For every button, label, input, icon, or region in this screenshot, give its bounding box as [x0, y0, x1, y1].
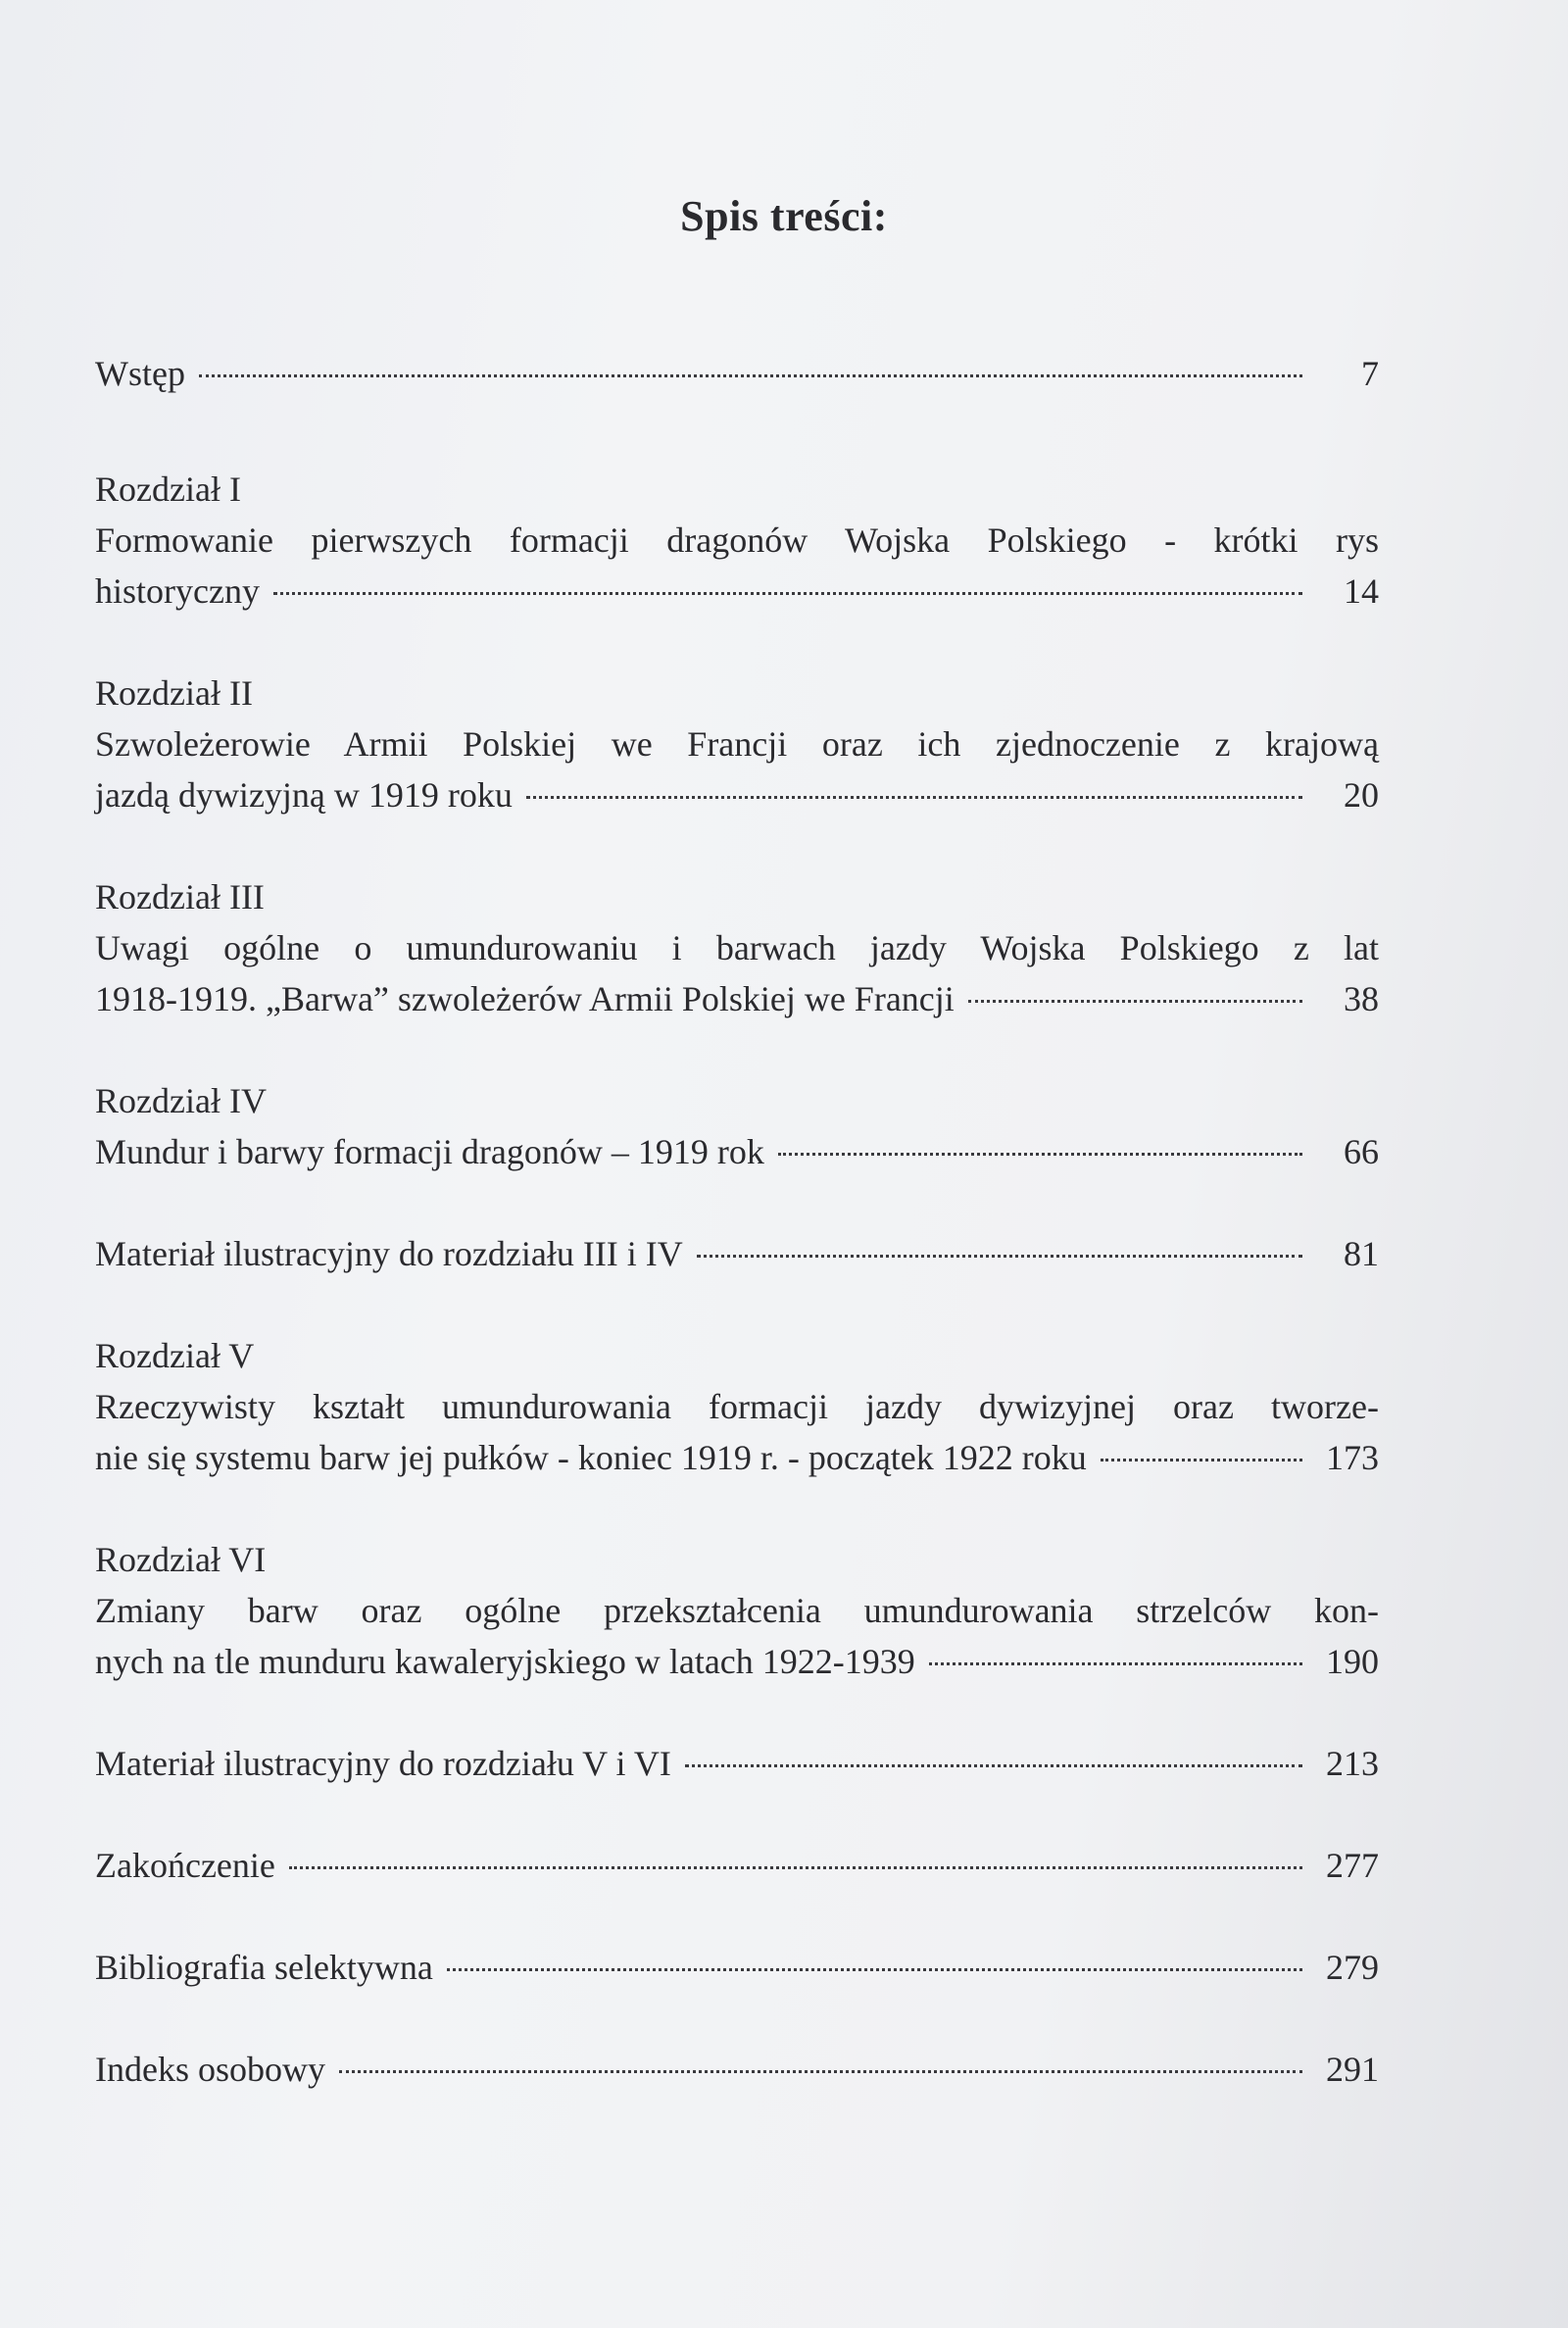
dot-leader — [447, 1968, 1302, 1971]
entry-title-line: Formowanie pierwszych formacji dragonów Wojska Polskiego - krótki rys — [95, 520, 1379, 560]
chapter-label: Rozdział II — [95, 673, 253, 713]
entry-title: Materiał ilustracyjny do rozdziału V i VI — [95, 1744, 671, 1783]
chapter-label: Rozdział I — [95, 470, 241, 509]
dot-leader — [968, 1000, 1302, 1003]
dot-leader — [199, 374, 1302, 377]
toc-entry — [95, 668, 1379, 820]
dot-leader — [339, 2070, 1302, 2073]
chapter-label: Rozdział IV — [95, 1081, 267, 1120]
entry-last-line — [95, 1126, 1379, 1177]
page-number: 277 — [1326, 1846, 1379, 1885]
page-number: 279 — [1326, 1948, 1379, 1987]
page-number: 81 — [1344, 1234, 1379, 1273]
dot-leader — [1101, 1459, 1302, 1461]
page-number: 66 — [1344, 1132, 1379, 1171]
toc-list — [95, 348, 1379, 2146]
page-number: 20 — [1344, 775, 1379, 815]
entry-title: Zakończenie — [95, 1846, 275, 1885]
page-number: 213 — [1326, 1744, 1379, 1783]
toc-entry — [95, 1075, 1379, 1177]
entry-last-line — [95, 2044, 1379, 2095]
entry-last-line — [95, 973, 1379, 1024]
dot-leader — [289, 1866, 1302, 1869]
entry-title-line: Zmiany barw oraz ogólne przekształcenia umundurowania strzelców kon- — [95, 1591, 1379, 1630]
entry-last-line — [95, 1636, 1379, 1687]
entry-last-line — [95, 348, 1379, 399]
toc-entry — [95, 2044, 1379, 2095]
dot-leader — [273, 592, 1302, 595]
entry-title: nie się systemu barw jej pułków - koniec 1919 r. - początek 1922 roku — [95, 1438, 1087, 1477]
toc-entry — [95, 1738, 1379, 1789]
toc-entry — [95, 464, 1379, 617]
page-number: 38 — [1344, 979, 1379, 1018]
chapter-label: Rozdział VI — [95, 1540, 267, 1579]
toc-entry — [95, 871, 1379, 1024]
entry-title: Bibliografia selektywna — [95, 1948, 433, 1987]
entry-title-line: Szwoleżerowie Armii Polskiej we Francji oraz ich zjednoczenie z krajową — [95, 724, 1379, 764]
entry-last-line — [95, 1738, 1379, 1789]
dot-leader — [685, 1764, 1302, 1767]
toc-entry — [95, 1942, 1379, 1993]
entry-last-line — [95, 1840, 1379, 1891]
toc-entry — [95, 348, 1379, 399]
entry-title-line: Rzeczywisty kształt umundurowania formacji jazdy dywizyjnej oraz tworze- — [95, 1387, 1379, 1426]
page-number: 291 — [1326, 2050, 1379, 2089]
entry-title: 1918-1919. „Barwa” szwoleżerów Armii Polskiej we Francji — [95, 979, 955, 1018]
dot-leader — [526, 796, 1302, 799]
page-number: 173 — [1326, 1438, 1379, 1477]
page-number: 14 — [1344, 571, 1379, 611]
toc-entry — [95, 1534, 1379, 1687]
entry-title: Materiał ilustracyjny do rozdziału III i IV — [95, 1234, 683, 1273]
entry-title-line: Uwagi ogólne o umundurowaniu i barwach jazdy Wojska Polskiego z lat — [95, 928, 1379, 967]
entry-title: Mundur i barwy formacji dragonów – 1919 rok — [95, 1132, 764, 1171]
entry-title: Indeks osobowy — [95, 2050, 325, 2089]
toc-entry — [95, 1840, 1379, 1891]
page-number: 190 — [1326, 1642, 1379, 1681]
dot-leader — [778, 1153, 1302, 1156]
entry-title: historyczny — [95, 571, 260, 611]
entry-last-line — [95, 1942, 1379, 1993]
chapter-label: Rozdział III — [95, 877, 265, 916]
toc-entry — [95, 1228, 1379, 1279]
entry-title: nych na tle munduru kawaleryjskiego w latach 1922-1939 — [95, 1642, 915, 1681]
dot-leader — [697, 1255, 1302, 1258]
dot-leader — [929, 1662, 1302, 1665]
page-number: 7 — [1361, 354, 1379, 393]
chapter-label: Rozdział V — [95, 1336, 255, 1375]
entry-last-line — [95, 566, 1379, 617]
toc-entry — [95, 1330, 1379, 1483]
entry-title: Wstęp — [95, 354, 185, 393]
entry-last-line — [95, 1432, 1379, 1483]
entry-last-line — [95, 1228, 1379, 1279]
entry-last-line — [95, 769, 1379, 820]
entry-title: jazdą dywizyjną w 1919 roku — [95, 775, 513, 815]
toc-title: Spis treści: — [680, 192, 888, 240]
